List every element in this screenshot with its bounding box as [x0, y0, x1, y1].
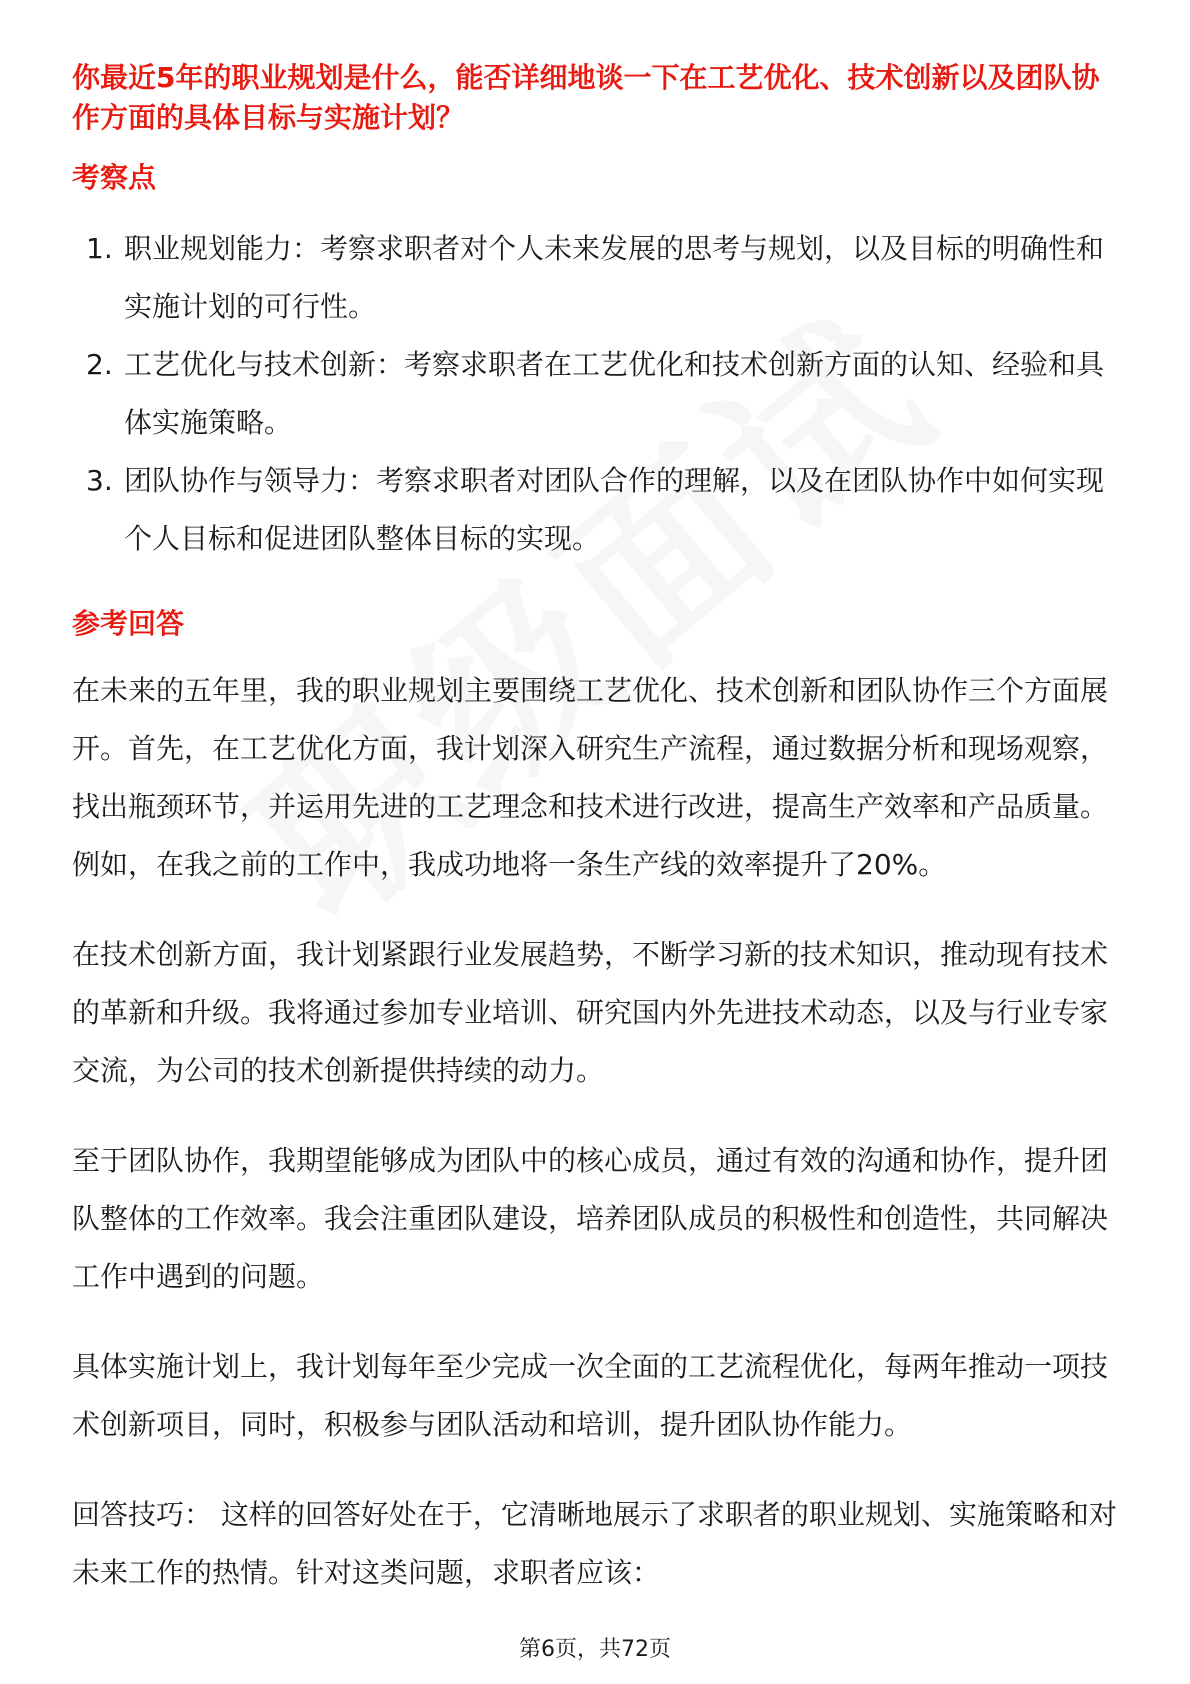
points-list [72, 220, 1120, 568]
list-number: 1. [86, 232, 113, 265]
list-item [72, 336, 1120, 452]
list-item [72, 220, 1120, 336]
answer-heading: 参考回答 [72, 607, 185, 640]
list-item [72, 452, 1120, 568]
answer-tips-paragraph: 回答技巧： 这样的回答好处在于，它清晰地展示了求职者的职业规划、实施策略和对未来工作的热情。针对这类问题，求职者应该： [72, 1498, 1117, 1589]
list-number: 2. [86, 348, 113, 381]
document-page [72, 58, 1120, 1602]
answer-paragraph: 在技术创新方面，我计划紧跟行业发展趋势，不断学习新的技术知识，推动现有技术的革新和升级。我将通过参加专业培训、研究国内外先进技术动态，以及与行业专家交流，为公司的技术创新提供持续的动力。 [72, 938, 1109, 1087]
answer-paragraph: 至于团队协作，我期望能够成为团队中的核心成员，通过有效的沟通和协作，提升团队整体的工作效率。我会注重团队建设，培养团队成员的积极性和创造性，共同解决工作中遇到的问题。 [72, 1144, 1109, 1293]
list-text: 职业规划能力：考察求职者对个人未来发展的思考与规划，以及目标的明确性和实施计划的可行性。 [124, 232, 1105, 323]
list-text: 工艺优化与技术创新：考察求职者在工艺优化和技术创新方面的认知、经验和具体实施策略。 [124, 348, 1105, 439]
points-heading: 考察点 [72, 161, 157, 194]
list-text: 团队协作与领导力：考察求职者对团队合作的理解，以及在团队协作中如何实现个人目标和促进团队整体目标的实现。 [124, 464, 1105, 555]
answer-paragraph: 具体实施计划上，我计划每年至少完成一次全面的工艺流程优化，每两年推动一项技术创新项目，同时，积极参与团队活动和培训，提升团队协作能力。 [72, 1350, 1109, 1441]
list-number: 3. [86, 464, 113, 497]
answer-paragraph: 在未来的五年里，我的职业规划主要围绕工艺优化、技术创新和团队协作三个方面展开。首先，在工艺优化方面，我计划深入研究生产流程，通过数据分析和现场观察，找出瓶颈环节，并运用先进的工艺理念和技术进行改进，提高生产效率和产品质量。例如，在我之前的工作中，我成功地将一条生产线的效率提升了20%。 [72, 674, 1109, 881]
page-footer: 第6页，共72页 [519, 1637, 671, 1662]
question-heading: 你最近5年的职业规划是什么，能否详细地谈一下在工艺优化、技术创新以及团队协作方面的具体目标与实施计划？ [72, 61, 1100, 134]
answer-body [72, 662, 1120, 1602]
